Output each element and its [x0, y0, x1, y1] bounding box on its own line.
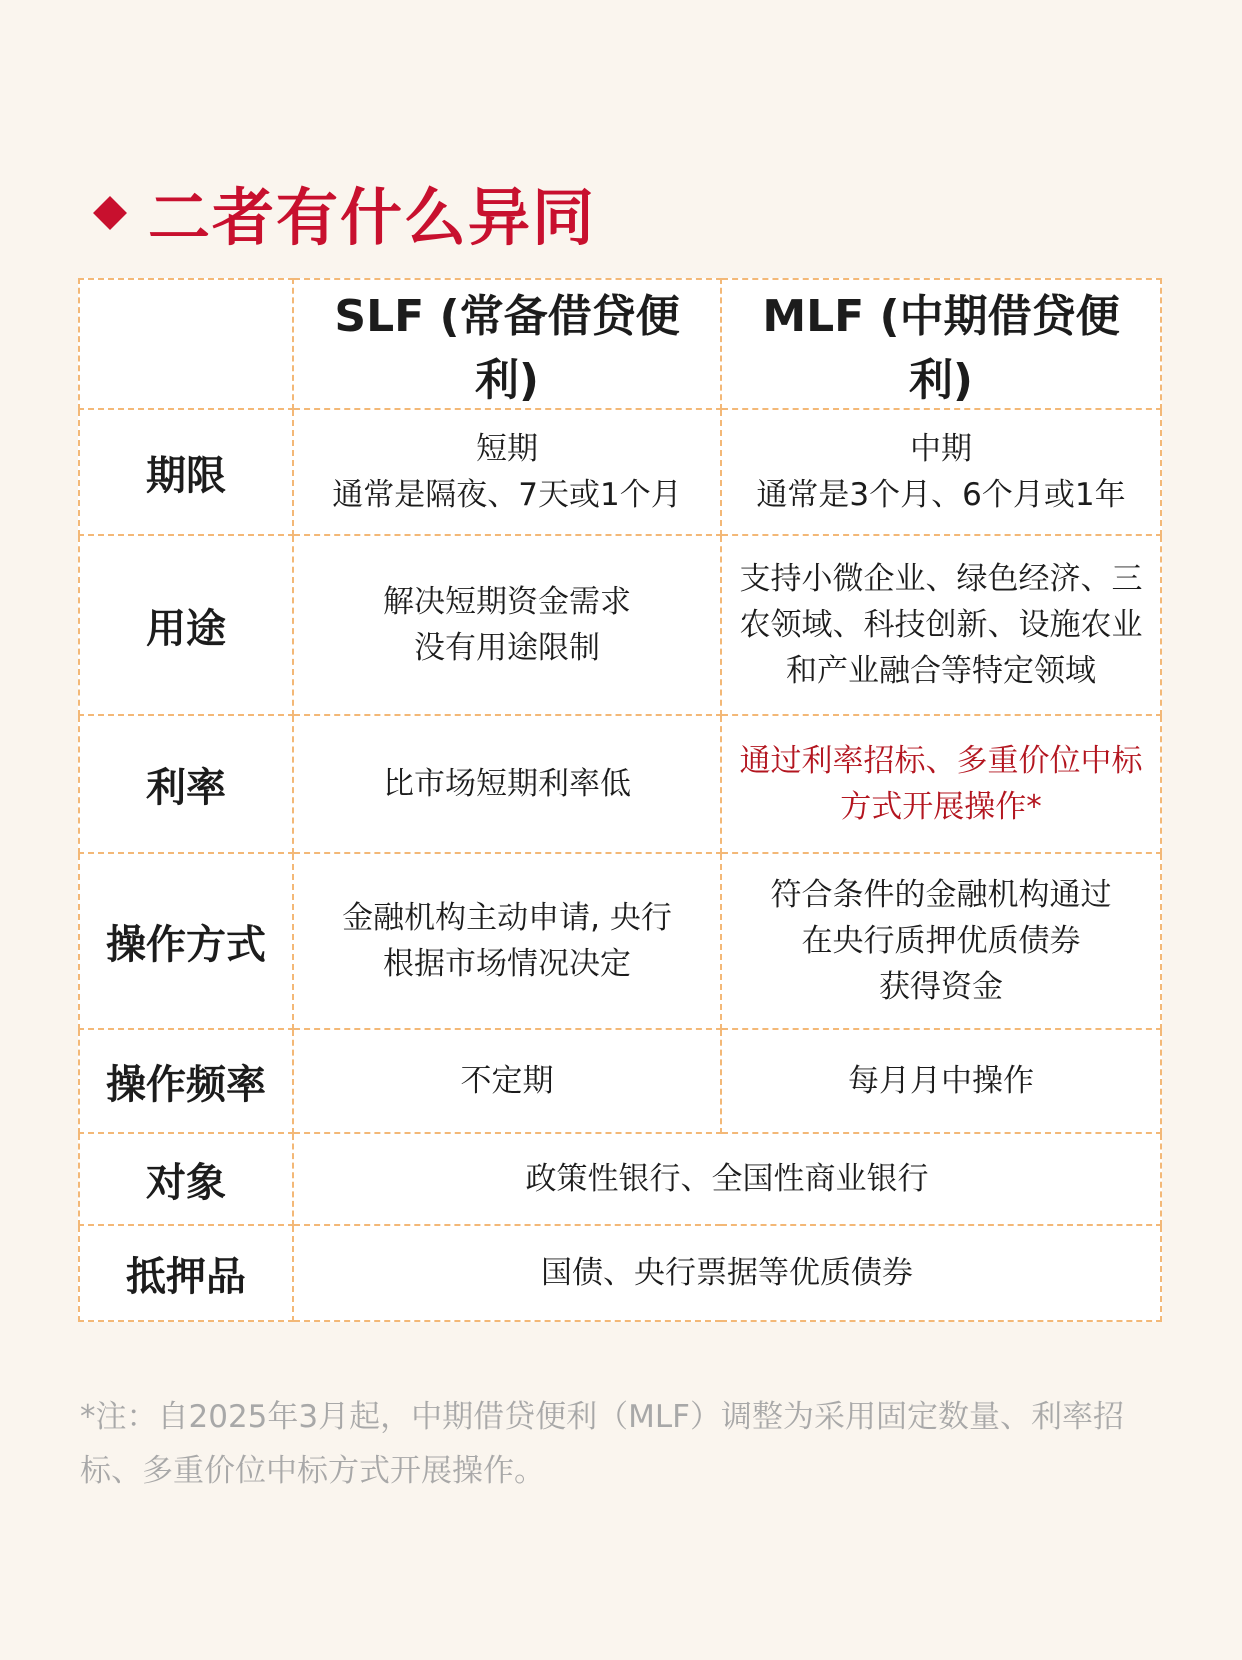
row-label-term: 期限 [79, 409, 293, 535]
cell-slf-term [293, 409, 721, 535]
cell-line: 金融机构主动申请, 央行 [342, 900, 672, 936]
table-row [79, 1029, 1161, 1133]
row-label-collateral: 抵押品 [79, 1225, 293, 1321]
table-row [79, 1225, 1161, 1321]
column-header-slf: SLF (常备借贷便利) [293, 279, 721, 409]
cell-line: 在央行质押优质债券 [801, 923, 1081, 959]
cell-line: 和产业融合等特定领域 [786, 653, 1096, 689]
table-row [79, 715, 1161, 853]
diamond-bullet-icon [93, 196, 127, 230]
comparison-table [78, 278, 1162, 1322]
footnote: *注：自2025年3月起，中期借贷便利（MLF）调整为采用固定数量、利率招标、多重价位中标方式开展操作。 [80, 1399, 1124, 1489]
cell-mlf-rate [721, 715, 1161, 853]
table-header-row [79, 279, 1161, 409]
cell-line: 解决短期资金需求 [383, 584, 631, 620]
cell-mlf-operation-mode [721, 853, 1161, 1029]
table-row [79, 535, 1161, 715]
column-header-mlf: MLF (中期借贷便利) [721, 279, 1161, 409]
row-label-target: 对象 [79, 1133, 293, 1225]
cell-shared-collateral: 国债、央行票据等优质债券 [293, 1225, 1161, 1321]
page-title: 二者有什么异同 [148, 181, 597, 254]
cell-line: 不定期 [460, 1063, 554, 1099]
cell-line: 中期 [910, 431, 972, 467]
cell-line: 没有用途限制 [414, 630, 600, 666]
cell-line: 符合条件的金融机构通过 [770, 877, 1112, 913]
cell-line: 根据市场情况决定 [383, 946, 631, 982]
row-label-operation-mode: 操作方式 [79, 853, 293, 1029]
cell-line: 方式开展操作* [840, 789, 1042, 825]
cell-slf-purpose [293, 535, 721, 715]
row-label-purpose: 用途 [79, 535, 293, 715]
cell-line: 每月月中操作 [848, 1063, 1034, 1099]
cell-line: 通过利率招标、多重价位中标 [739, 743, 1143, 779]
cell-line: 支持小微企业、绿色经济、三 [739, 561, 1143, 597]
cell-slf-rate [293, 715, 721, 853]
cell-line: 比市场短期利率低 [383, 766, 631, 802]
row-label-rate: 利率 [79, 715, 293, 853]
cell-line: 通常是3个月、6个月或1年 [756, 477, 1126, 513]
cell-line: 短期 [476, 431, 538, 467]
corner-cell [79, 279, 293, 409]
cell-shared-target: 政策性银行、全国性商业银行 [293, 1133, 1161, 1225]
cell-slf-operation-mode [293, 853, 721, 1029]
table-row [79, 853, 1161, 1029]
cell-mlf-term [721, 409, 1161, 535]
cell-line: 农领域、科技创新、设施农业 [739, 607, 1143, 643]
cell-mlf-purpose [721, 535, 1161, 715]
cell-slf-frequency [293, 1029, 721, 1133]
table-row [79, 1133, 1161, 1225]
table-row [79, 409, 1161, 535]
cell-line: 通常是隔夜、7天或1个月 [332, 477, 682, 513]
row-label-frequency: 操作频率 [79, 1029, 293, 1133]
cell-mlf-frequency [721, 1029, 1161, 1133]
section-heading [92, 168, 596, 257]
cell-line: 获得资金 [879, 969, 1003, 1005]
